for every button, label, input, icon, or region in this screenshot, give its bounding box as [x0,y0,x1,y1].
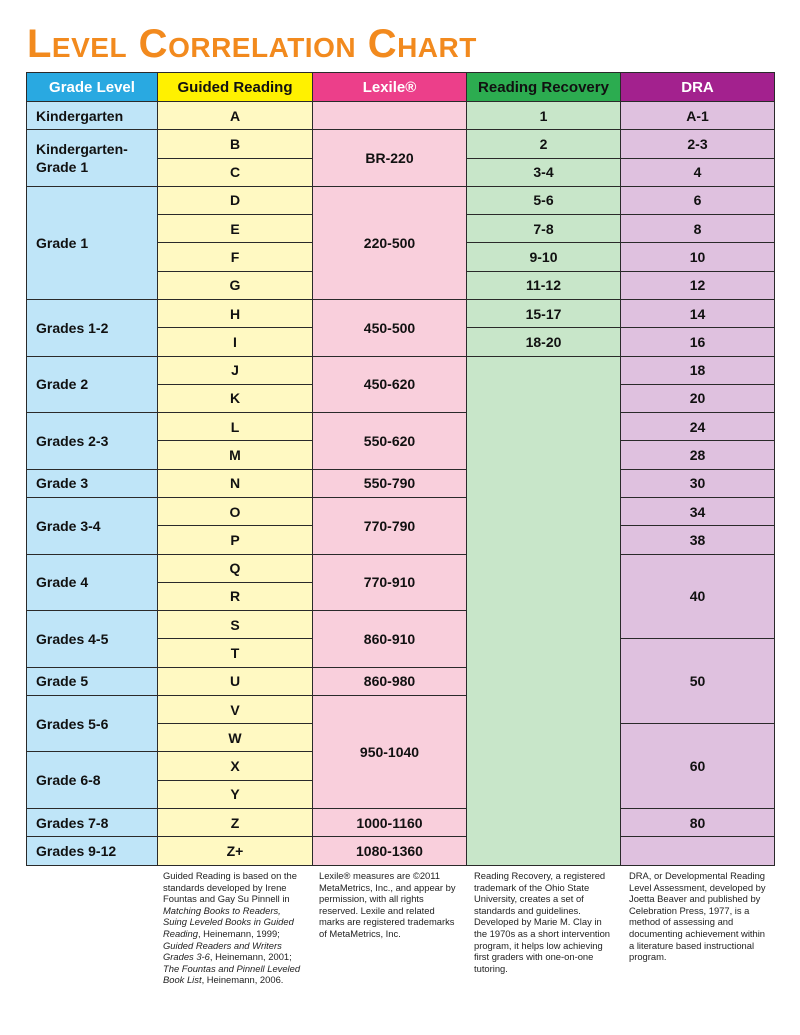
guided-reading-cell-text: A [229,107,241,124]
dra-cell-text: 28 [689,447,706,464]
lexile-cell [313,299,467,356]
grade-level-cell-text: Grade 2 [36,376,89,393]
dra-cell [621,271,775,299]
dra-cell-text: 40 [689,588,706,605]
lexile-cell [313,413,467,470]
guided-reading-cell [158,328,313,356]
table-row [27,469,775,497]
guided-reading-cell [158,215,313,243]
note-dra-text: DRA, or Developmental Reading Level Assessment, developed by Joetta Beaver and published by Celebration Press, 1977, is a method of assessing and documenting achievement within a literature based instructional program. [629,870,766,963]
guided-reading-cell-text: K [229,390,241,407]
reading-recovery-cell-text: 2 [539,135,548,152]
guided-reading-cell-text: O [229,503,241,520]
note-guided-reading-segment: , Heinemann, 1999; [197,927,280,939]
dra-cell-text: 20 [689,390,706,407]
guided-reading-cell-text: U [229,673,241,690]
grade-level-cell [27,102,158,130]
reading-recovery-cell [467,102,621,130]
level-correlation-table [26,72,775,866]
guided-reading-cell-text: Z [230,814,240,831]
grade-level-cell [27,413,158,470]
guided-reading-cell-text: P [230,531,240,548]
table-row [27,413,775,441]
grade-level-cell-text: Grade 3-4 [36,517,101,534]
note-dra [629,870,769,963]
guided-reading-cell-text: I [233,333,237,350]
note-guided-reading-segment: The Fountas and Pinnell Leveled Book List [163,962,301,986]
guided-reading-cell [158,639,313,667]
dra-cell [621,413,775,441]
grade-level-cell-text: Kindergarten- Grade 1 [36,141,128,176]
dra-cell [621,243,775,271]
grade-level-cell-text: Grades 1-2 [36,319,109,336]
lexile-cell-text: 450-620 [363,376,416,393]
note-guided-reading-segment: Guided Readers and Writers Grades 3-6 [163,939,282,963]
dra-cell-text: 18 [689,362,706,379]
dra-cell [621,497,775,525]
dra-cell-text: 14 [689,305,706,322]
dra-cell-text: 30 [689,475,706,492]
reading-recovery-cell-text: 9-10 [529,249,558,266]
lexile-cell-text: 550-790 [363,475,416,492]
table-row [27,130,775,158]
lexile-cell [313,130,467,187]
table-row [27,497,775,525]
guided-reading-cell [158,780,313,808]
lexile-cell [313,102,467,130]
reading-recovery-cell-text: 15-17 [525,305,562,322]
guided-reading-cell [158,130,313,158]
grade-level-cell-text: Grade 4 [36,574,89,591]
guided-reading-cell [158,271,313,299]
lexile-cell [313,186,467,299]
reading-recovery-cell-text: 5-6 [533,192,554,209]
guided-reading-cell [158,611,313,639]
grade-level-cell-text: Grades 9-12 [36,843,117,860]
guided-reading-cell [158,497,313,525]
table-row [27,102,775,130]
reading-recovery-cell-text: 11-12 [525,277,562,294]
dra-cell [621,328,775,356]
guided-reading-cell [158,837,313,866]
grade-level-cell [27,186,158,299]
guided-reading-cell-text: M [229,447,241,464]
reading-recovery-cell [467,215,621,243]
grade-level-cell [27,554,158,611]
note-reading-recovery [474,870,614,974]
guided-reading-cell-text: V [230,701,240,718]
dra-cell [621,526,775,554]
guided-reading-cell-text: B [229,135,241,152]
guided-reading-cell-text: H [229,305,241,322]
reading-recovery-cell [467,186,621,214]
note-reading-recovery-text: Reading Recovery, a registered trademark of the Ohio State University, creates a set of standards and guidelines. Developed by Marie M. Clay in the 1970s as a short intervention program, it helps low achieving first graders with one-on-one tutoring. [474,870,611,974]
note-lexile-text: Lexile® measures are ©2011 MetaMetrics, Inc., and appear by permission, with all rights reserved. Lexile and related marks are registered trademarks of MetaMetrics, Inc. [319,870,456,939]
reading-recovery-cell-text: 7-8 [533,220,554,237]
table-row [27,837,775,866]
lexile-cell [313,497,467,554]
dra-cell-text: 6 [693,192,702,209]
dra-cell-text: A-1 [686,107,709,124]
guided-reading-cell-text: L [230,418,240,435]
guided-reading-cell [158,554,313,582]
dra-cell-text: 10 [689,249,706,266]
note-guided-reading [163,870,303,986]
guided-reading-cell [158,724,313,752]
guided-reading-cell-text: W [228,729,242,746]
grade-level-cell [27,809,158,837]
grade-level-cell-text: Grade 3 [36,475,89,492]
guided-reading-cell [158,752,313,780]
header-dra: DRA [621,73,775,102]
page-title: Level Correlation Chart [27,22,477,66]
lexile-cell-text: 1000-1160 [356,814,423,831]
grade-level-cell [27,695,158,752]
dra-cell [621,469,775,497]
guided-reading-cell [158,158,313,186]
table-row [27,554,775,582]
guided-reading-cell [158,186,313,214]
grade-level-cell [27,130,158,187]
header-grade-level: Grade Level [27,73,158,102]
dra-cell-text: 8 [693,220,702,237]
guided-reading-cell-text: Y [230,786,240,803]
note-guided-reading-segment: , Heinemann, 2001; [209,951,292,963]
lexile-cell-text: 770-790 [363,517,416,534]
header-reading-recovery: Reading Recovery [467,73,621,102]
table-row [27,299,775,327]
guided-reading-cell [158,695,313,723]
grade-level-cell-text: Grade 5 [36,673,89,690]
lexile-cell [313,695,467,808]
dra-cell-text: 34 [689,503,706,520]
dra-cell [621,441,775,469]
dra-cell [621,299,775,327]
note-lexile [319,870,459,940]
lexile-cell [313,667,467,695]
lexile-cell-text: 860-910 [363,630,416,647]
lexile-cell-text: BR-220 [365,150,414,167]
dra-cell [621,809,775,837]
reading-recovery-cell [467,299,621,327]
dra-cell [621,724,775,809]
grade-level-cell-text: Grades 4-5 [36,630,109,647]
reading-recovery-cell [467,328,621,356]
reading-recovery-cell-text: 1 [539,107,548,124]
guided-reading-cell-text: D [229,192,241,209]
note-guided-reading-segment: Matching Books to Readers, Suing Leveled Books in Guided Reading [163,904,294,939]
guided-reading-cell-text: S [230,616,240,633]
reading-recovery-cell [467,158,621,186]
dra-cell [621,102,775,130]
guided-reading-cell [158,243,313,271]
dra-cell-text: 60 [689,758,706,775]
dra-cell-text: 2-3 [687,135,708,152]
guided-reading-cell [158,582,313,610]
lexile-cell [313,837,467,866]
note-guided-reading-segment: Guided Reading is based on the standards developed by Irene Fountas and Gay Su Pinnell in [163,870,297,905]
grade-level-cell [27,356,158,413]
lexile-cell-text: 1080-1360 [356,843,423,860]
dra-cell [621,186,775,214]
header-row [27,73,775,102]
dra-cell-text: 38 [689,531,706,548]
guided-reading-cell-text: N [229,475,241,492]
grade-level-cell-text: Grades 7-8 [36,814,109,831]
lexile-cell [313,809,467,837]
lexile-cell-text: 550-620 [363,432,416,449]
grade-level-cell-text: Grades 2-3 [36,432,109,449]
table-row [27,809,775,837]
header-guided-reading: Guided Reading [158,73,313,102]
reading-recovery-cell-text: 3-4 [533,164,554,181]
lexile-cell-text: 450-500 [363,319,416,336]
grade-level-cell-text: Grade 1 [36,234,89,251]
dra-cell-text: 24 [689,418,706,435]
guided-reading-cell [158,441,313,469]
guided-reading-cell [158,102,313,130]
grade-level-cell-text: Kindergarten [36,107,124,124]
grade-level-cell-text: Grades 5-6 [36,715,109,732]
lexile-cell-text: 950-1040 [359,743,420,760]
dra-cell [621,384,775,412]
guided-reading-cell-text: C [229,164,241,181]
guided-reading-cell [158,299,313,327]
dra-cell [621,554,775,639]
dra-cell [621,130,775,158]
guided-reading-cell-text: R [229,588,241,605]
dra-cell-text: 4 [693,164,702,181]
guided-reading-cell-text: F [230,249,240,266]
note-guided-reading-segment: , Heinemann, 2006. [201,974,284,986]
dra-cell-text: 80 [689,814,706,831]
dra-cell-text: 50 [689,673,706,690]
lexile-cell [313,611,467,668]
grade-level-cell-text: Grade 6-8 [36,772,101,789]
dra-cell [621,356,775,384]
reading-recovery-cell [467,130,621,158]
lexile-cell [313,356,467,413]
dra-cell [621,837,775,866]
guided-reading-cell [158,526,313,554]
reading-recovery-cell-text: 18-20 [525,333,562,350]
lexile-cell [313,554,467,611]
dra-cell [621,215,775,243]
grade-level-cell [27,611,158,668]
grade-level-cell [27,837,158,866]
guided-reading-cell-text: X [230,758,240,775]
reading-recovery-cell [467,271,621,299]
lexile-cell [313,469,467,497]
dra-cell [621,158,775,186]
dra-cell-text: 12 [689,277,706,294]
guided-reading-cell [158,667,313,695]
lexile-cell-text: 860-980 [363,673,416,690]
grade-level-cell [27,752,158,809]
reading-recovery-cell [467,356,621,865]
table-row [27,356,775,384]
guided-reading-cell-text: E [230,220,240,237]
guided-reading-cell [158,809,313,837]
dra-cell-text: 16 [689,333,706,350]
lexile-cell-text: 220-500 [363,234,416,251]
header-lexile: Lexile® [313,73,467,102]
guided-reading-cell [158,384,313,412]
grade-level-cell [27,667,158,695]
lexile-cell-text: 770-910 [363,574,416,591]
guided-reading-cell-text: Q [229,560,241,577]
reading-recovery-cell [467,243,621,271]
guided-reading-cell [158,356,313,384]
guided-reading-cell-text: G [229,277,241,294]
grade-level-cell [27,497,158,554]
grade-level-cell [27,299,158,356]
table-row [27,186,775,214]
guided-reading-cell-text: J [231,362,239,379]
guided-reading-cell-text: T [230,644,240,661]
guided-reading-cell [158,469,313,497]
guided-reading-cell-text: Z+ [226,843,244,860]
guided-reading-cell [158,413,313,441]
dra-cell [621,639,775,724]
grade-level-cell [27,469,158,497]
